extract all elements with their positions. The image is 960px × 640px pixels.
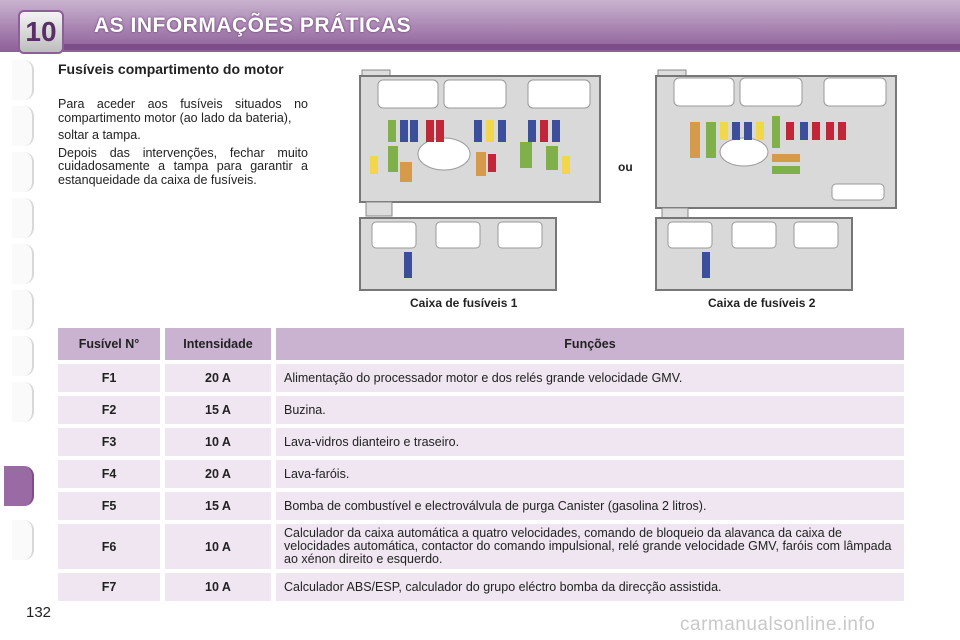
function-cell: Calculador da caixa automática a quatro velocidades, comando de bloqueio da alavanca da caixa de velocidades automática, contactor do comando impulsional, relé grande velocidade GMV, faróis com lâmpada ao xénon direito e esquerdo.	[276, 524, 904, 569]
table-row	[58, 492, 904, 520]
fuse-cell: F1	[58, 364, 160, 392]
fuse-cell: F2	[58, 396, 160, 424]
header-functions: Funções	[276, 328, 904, 360]
amperage-cell: 20 A	[165, 364, 271, 392]
chapter-tab[interactable]	[12, 290, 34, 330]
header-amperage: Intensidade	[165, 328, 271, 360]
chapter-tab[interactable]	[12, 520, 34, 560]
fuse-cell: F7	[58, 573, 160, 601]
amperage-cell: 10 A	[165, 428, 271, 456]
fuse-cell: F5	[58, 492, 160, 520]
intro-paragraph: Depois das intervenções, fechar muito cuidadosamente a tampa para garantir a estanqueidade da caixa de fusíveis.	[58, 145, 308, 187]
chapter-tab[interactable]	[12, 244, 34, 284]
chapter-tab[interactable]	[12, 152, 34, 192]
function-cell: Lava-faróis.	[276, 460, 904, 488]
chapter-tab-active[interactable]	[4, 466, 34, 506]
fuse-box-1-diagram	[356, 66, 606, 292]
table-row	[58, 428, 904, 456]
fuse-cell: F4	[58, 460, 160, 488]
table-row	[58, 364, 904, 392]
chapter-tab[interactable]	[12, 336, 34, 376]
fuse-box-2-caption: Caixa de fusíveis 2	[708, 296, 816, 310]
amperage-cell: 10 A	[165, 573, 271, 601]
or-label: ou	[618, 160, 633, 174]
fuse-cell: F3	[58, 428, 160, 456]
amperage-cell: 15 A	[165, 396, 271, 424]
intro-paragraph: Para aceder aos fusíveis situados no compartimento motor (ao lado da bateria),	[58, 97, 308, 125]
chapter-badge: 10	[18, 10, 64, 54]
amperage-cell: 10 A	[165, 524, 271, 569]
amperage-cell: 20 A	[165, 460, 271, 488]
function-cell: Calculador ABS/ESP, calculador do grupo eléctro bomba da direcção assistida.	[276, 573, 904, 601]
table-header-row	[58, 328, 904, 360]
chapter-tab-strip	[0, 60, 34, 580]
fuse-box-1-caption: Caixa de fusíveis 1	[410, 296, 518, 310]
table-row	[58, 573, 904, 601]
page-number: 132	[26, 604, 52, 621]
header-fuse: Fusível N°	[58, 328, 160, 360]
chapter-tab[interactable]	[12, 60, 34, 100]
table-row	[58, 460, 904, 488]
chapter-tab[interactable]	[12, 198, 34, 238]
header-rule	[62, 44, 960, 50]
chapter-tab[interactable]	[12, 106, 34, 146]
fuse-cell: F6	[58, 524, 160, 569]
function-cell: Alimentação do processador motor e dos relés grande velocidade GMV.	[276, 364, 904, 392]
table-row	[58, 396, 904, 424]
function-cell: Bomba de combustível e electroválvula de purga Canister (gasolina 2 litros).	[276, 492, 904, 520]
fuse-table	[58, 324, 904, 605]
function-cell: Lava-vidros dianteiro e traseiro.	[276, 428, 904, 456]
amperage-cell: 15 A	[165, 492, 271, 520]
function-cell: Buzina.	[276, 396, 904, 424]
section-title: Fusíveis compartimento do motor	[58, 61, 284, 77]
intro-paragraph: soltar a tampa.	[58, 128, 141, 142]
intro-text	[58, 98, 308, 191]
page-title: AS INFORMAÇÕES PRÁTICAS	[94, 14, 412, 37]
fuse-box-2-diagram	[652, 66, 902, 292]
table-row	[58, 524, 904, 569]
chapter-tab[interactable]	[12, 382, 34, 422]
watermark: carmanualsonline.info	[680, 614, 876, 635]
